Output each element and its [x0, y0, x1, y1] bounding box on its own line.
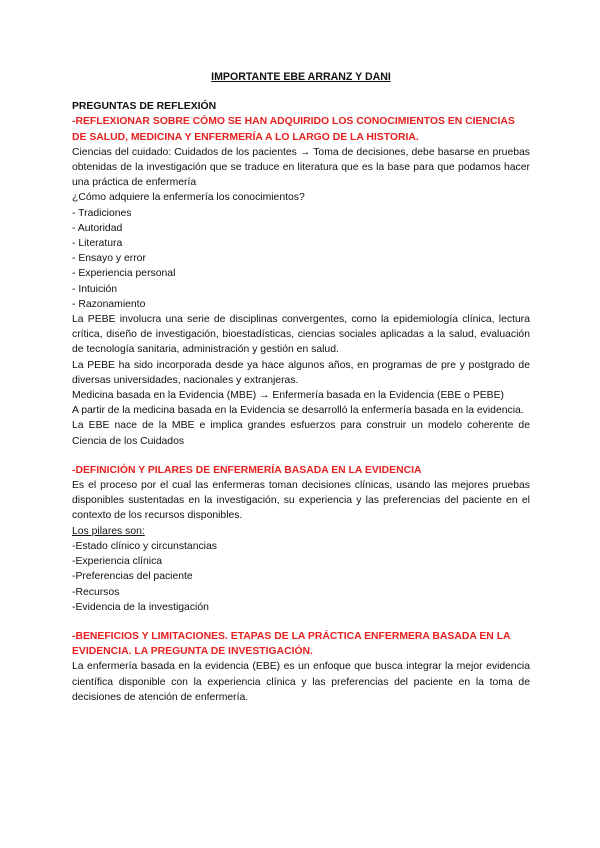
list-item: - Razonamiento — [72, 298, 146, 310]
list-item: -Evidencia de la investigación — [72, 601, 209, 613]
list-item: -Recursos — [72, 586, 120, 598]
list-item: - Intuición — [72, 283, 118, 295]
spacer — [72, 449, 530, 463]
list-item: - Ensayo y error — [72, 253, 146, 265]
pillars-label: Los pilares son: — [72, 525, 145, 537]
paragraph-mbe-ebe: Medicina basada en la Evidencia (MBE) → Enfermería basada en la Evidencia (EBE o PEBE) — [72, 390, 505, 402]
paragraph-ebe-enfoque: La enfermería basada en la evidencia (EBE) es un enfoque que busca integrar la mejor evidencia científica disponible con la experiencia clínica y las preferencias del paciente en la toma de decisiones de atención de enfermería. — [72, 661, 530, 703]
document-title: IMPORTANTE EBE ARRANZ Y DANI — [211, 71, 391, 83]
paragraph-pebe-incorporada: La PEBE ha sido incorporada desde ya hace algunos años, en programas de pre y postgrado de diversas universidades, nacionales y extranjeras. — [72, 359, 530, 386]
list-item: -Experiencia clínica — [72, 556, 163, 568]
list-item: - Tradiciones — [72, 207, 132, 219]
paragraph-ebe-nace: La EBE nace de la MBE e implica grandes esfuerzos para construir un modelo coherente de Ciencia de los Cuidados — [72, 420, 530, 447]
section-heading-preguntas: PREGUNTAS DE REFLEXIÓN — [72, 101, 217, 113]
list-item: - Literatura — [72, 238, 123, 250]
paragraph-pebe-disciplinas: La PEBE involucra una serie de disciplinas convergentes, como la epidemiología clínica, lectura crítica, diseño de investigación, bioestadísticas, ciencias sociales aplicadas a la salud, evaluación de tecnología sanitaria, administración y gestión en salud. — [72, 314, 530, 356]
list-item: - Experiencia personal — [72, 268, 176, 280]
section-heading-definicion: -DEFINICIÓN Y PILARES DE ENFERMERÍA BASADA EN LA EVIDENCIA — [72, 464, 422, 476]
list-item: - Autoridad — [72, 222, 123, 234]
paragraph-ciencias-cuidado: Ciencias del cuidado: Cuidados de los pacientes → Toma de decisiones, debe basarse en pruebas obtenidas de la investigación que se traduce en literatura que es la base para que podamos hacer una práctica de enfermería — [72, 146, 530, 189]
paragraph-a-partir: A partir de la medicina basada en la Evidencia se desarrolló la enfermería basada en la evidencia. — [72, 405, 524, 417]
list-item: -Estado clínico y circunstancias — [72, 540, 217, 552]
knowledge-sources-list — [72, 206, 530, 312]
list-item: -Preferencias del paciente — [72, 571, 193, 583]
pillars-list — [72, 539, 530, 615]
paragraph-definicion: Es el proceso por el cual las enfermeras toman decisiones clínicas, usando las mejores pruebas disponibles sustentadas en la investigación, su experiencia y las preferencias del paciente en el contexto de los recursos disponibles. — [72, 480, 530, 522]
subheading-reflexionar: -REFLEXIONAR SOBRE CÓMO SE HAN ADQUIRIDO LOS CONOCIMIENTOS EN CIENCIAS DE SALUD, MEDICINA Y ENFERMERÍA A LO LARGO DE LA HISTORIA. — [72, 116, 515, 143]
section-heading-beneficios: -BENEFICIOS Y LIMITACIONES. ETAPAS DE LA PRÁCTICA ENFERMERA BASADA EN LA EVIDENCIA. LA PREGUNTA DE INVESTIGACIÓN. — [72, 630, 511, 658]
question-text: ¿Cómo adquiere la enfermería los conocimientos? — [72, 192, 305, 204]
spacer — [72, 615, 530, 629]
